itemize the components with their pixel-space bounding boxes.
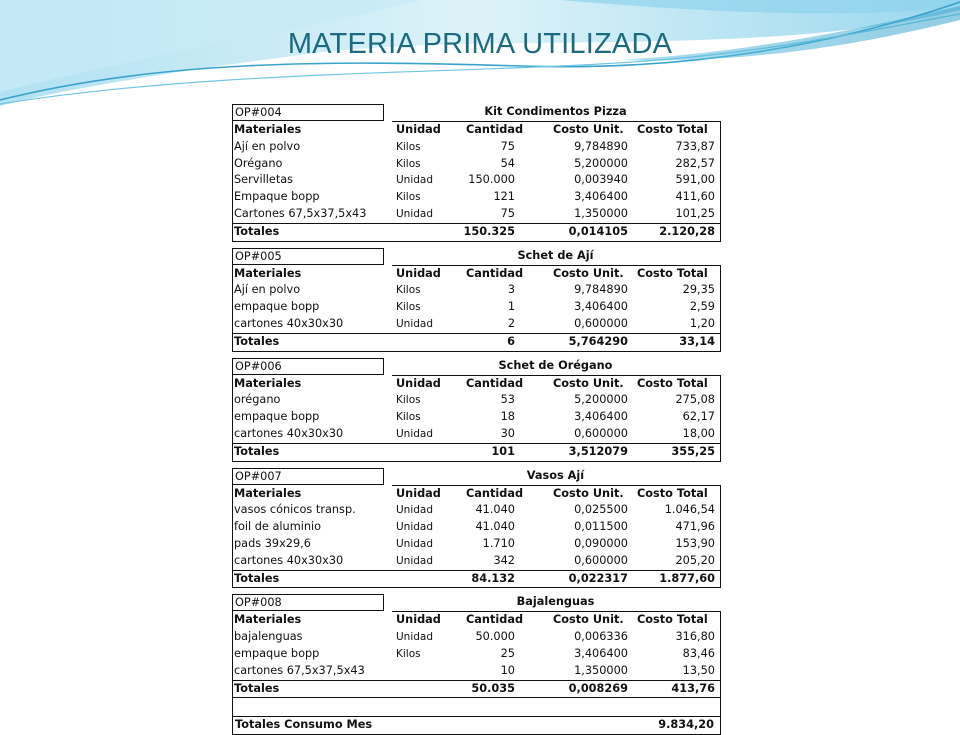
material-quantity: 121 xyxy=(493,190,515,204)
material-total-cost: 282,57 xyxy=(675,156,715,170)
material-unit: Kilos xyxy=(396,394,421,407)
op-header-row xyxy=(232,248,721,266)
col-quantity: Cantidad xyxy=(466,613,524,627)
col-unit-cost: Costo Unit. xyxy=(553,266,624,280)
material-total-cost: 29,35 xyxy=(682,283,715,297)
material-unit: Kilos xyxy=(396,191,421,204)
op-section xyxy=(232,594,721,698)
material-unit: Kilos xyxy=(396,157,421,170)
material-unit-cost: 1,350000 xyxy=(574,206,628,220)
table-row xyxy=(232,409,721,426)
material-quantity: 54 xyxy=(500,156,515,170)
material-unit-cost: 0,600000 xyxy=(574,426,628,440)
col-unit-cost: Costo Unit. xyxy=(553,613,624,627)
material-unit: Kilos xyxy=(396,647,421,660)
material-unit-cost: 3,406400 xyxy=(574,646,628,660)
totals-quantity: 50.035 xyxy=(471,681,515,695)
totals-row xyxy=(232,333,721,352)
material-name: cartones 40x30x30 xyxy=(234,426,344,440)
totals-total-cost: 413,76 xyxy=(671,681,715,695)
material-total-cost: 205,20 xyxy=(675,553,715,567)
material-quantity: 75 xyxy=(500,139,515,153)
material-total-cost: 13,50 xyxy=(682,663,715,677)
material-name: pads 39x29,6 xyxy=(234,536,311,550)
material-unit-cost: 0,600000 xyxy=(574,553,628,567)
col-quantity: Cantidad xyxy=(466,266,524,280)
material-total-cost: 83,46 xyxy=(682,646,715,660)
material-unit: Kilos xyxy=(396,411,421,424)
material-name: cartones 40x30x30 xyxy=(234,316,344,330)
material-quantity: 18 xyxy=(500,410,515,424)
material-name: empaque bopp xyxy=(234,646,320,660)
col-total-cost: Costo Total xyxy=(637,486,708,500)
material-unit-cost: 0,011500 xyxy=(574,520,628,534)
material-unit-cost: 0,600000 xyxy=(574,316,628,330)
totals-total-cost: 2.120,28 xyxy=(659,224,715,238)
material-total-cost: 316,80 xyxy=(675,630,715,644)
table-row xyxy=(232,646,721,663)
col-unit-cost: Costo Unit. xyxy=(553,376,624,390)
col-unit: Unidad xyxy=(396,486,441,500)
table-row xyxy=(232,206,721,223)
table-row xyxy=(232,156,721,173)
table-row xyxy=(232,392,721,409)
material-total-cost: 18,00 xyxy=(682,426,715,440)
material-name: orégano xyxy=(234,393,281,407)
op-section xyxy=(232,104,721,242)
material-quantity: 150.000 xyxy=(468,173,515,187)
totals-quantity: 6 xyxy=(507,334,515,348)
material-unit: Unidad xyxy=(396,537,434,550)
material-quantity: 2 xyxy=(507,316,515,330)
material-name: empaque bopp xyxy=(234,300,320,314)
material-unit-cost: 9,784890 xyxy=(574,139,628,153)
slide-title: MATERIA PRIMA UTILIZADA xyxy=(287,28,673,60)
material-unit: Unidad xyxy=(396,521,434,534)
material-unit: Kilos xyxy=(396,301,421,314)
op-number: OP#008 xyxy=(232,594,384,611)
grand-total-label: Totales Consumo Mes xyxy=(235,718,373,732)
col-materials: Materiales xyxy=(234,613,302,627)
product-name: Schet de Orégano xyxy=(498,358,613,372)
material-quantity: 53 xyxy=(500,393,515,407)
totals-quantity: 101 xyxy=(491,444,515,458)
table-row xyxy=(232,663,721,680)
material-unit: Unidad xyxy=(396,554,434,567)
table-row xyxy=(232,553,721,570)
material-total-cost: 1.046,54 xyxy=(664,503,715,517)
material-total-cost: 591,00 xyxy=(675,173,715,187)
material-unit-cost: 3,406400 xyxy=(574,410,628,424)
material-name: vasos cónicos transp. xyxy=(234,503,356,517)
col-total-cost: Costo Total xyxy=(637,266,708,280)
totals-unit-cost: 0,014105 xyxy=(568,224,628,238)
totals-label: Totales xyxy=(234,571,280,585)
material-name: foil de aluminio xyxy=(234,520,322,534)
col-unit-cost: Costo Unit. xyxy=(553,123,624,136)
material-quantity: 25 xyxy=(500,646,515,660)
product-name: Bajalenguas xyxy=(516,595,595,609)
material-quantity: 41.040 xyxy=(475,503,515,517)
material-name: Empaque bopp xyxy=(234,190,320,204)
material-unit: Unidad xyxy=(396,317,434,330)
col-materials: Materiales xyxy=(234,123,302,136)
op-section xyxy=(232,358,721,462)
product-name: Schet de Ají xyxy=(517,248,594,262)
material-total-cost: 275,08 xyxy=(675,393,715,407)
grand-total-spacer xyxy=(232,698,721,716)
col-total-cost: Costo Total xyxy=(637,613,708,627)
material-quantity: 41.040 xyxy=(475,520,515,534)
material-name: Ají en polvo xyxy=(234,283,301,297)
totals-quantity: 150.325 xyxy=(463,224,515,238)
totals-unit-cost: 5,764290 xyxy=(568,334,628,348)
material-unit: Unidad xyxy=(396,631,434,644)
col-quantity: Cantidad xyxy=(466,486,524,500)
col-unit: Unidad xyxy=(396,123,441,136)
op-number: OP#005 xyxy=(232,248,384,265)
grand-total-value: 9.834,20 xyxy=(658,718,714,732)
op-number: OP#006 xyxy=(232,358,384,375)
product-name: Kit Condimentos Pizza xyxy=(484,105,627,118)
material-unit: Unidad xyxy=(396,504,434,517)
material-name: bajalenguas xyxy=(234,630,303,644)
table-row xyxy=(232,519,721,536)
col-unit-cost: Costo Unit. xyxy=(553,486,624,500)
material-total-cost: 733,87 xyxy=(675,139,715,153)
totals-total-cost: 33,14 xyxy=(679,334,715,348)
table-row xyxy=(232,502,721,519)
material-unit: Kilos xyxy=(396,284,421,297)
material-quantity: 1 xyxy=(507,300,515,314)
totals-row xyxy=(232,570,721,589)
totals-total-cost: 1.877,60 xyxy=(659,571,715,585)
material-name: cartones 40x30x30 xyxy=(234,553,344,567)
material-name: empaque bopp xyxy=(234,410,320,424)
material-quantity: 50.000 xyxy=(475,630,515,644)
material-unit-cost: 0,006336 xyxy=(574,630,628,644)
grand-total-row xyxy=(232,716,721,735)
column-header-row xyxy=(232,612,721,629)
table-row xyxy=(232,189,721,206)
col-materials: Materiales xyxy=(234,266,302,280)
op-number: OP#004 xyxy=(232,104,384,121)
column-header-row xyxy=(232,486,721,503)
totals-label: Totales xyxy=(234,224,280,238)
totals-unit-cost: 3,512079 xyxy=(568,444,628,458)
material-quantity: 3 xyxy=(507,283,515,297)
col-quantity: Cantidad xyxy=(466,123,524,136)
op-header-row xyxy=(232,104,721,122)
totals-unit-cost: 0,022317 xyxy=(568,571,628,585)
material-quantity: 10 xyxy=(500,663,515,677)
totals-unit-cost: 0,008269 xyxy=(568,681,628,695)
material-name: Orégano xyxy=(234,156,283,170)
material-name: cartones 67,5x37,5x43 xyxy=(234,663,365,677)
col-materials: Materiales xyxy=(234,486,302,500)
material-total-cost: 62,17 xyxy=(682,410,715,424)
op-header-row xyxy=(232,594,721,612)
table-row xyxy=(232,172,721,189)
material-total-cost: 411,60 xyxy=(675,190,715,204)
material-total-cost: 2,59 xyxy=(689,300,715,314)
material-unit: Kilos xyxy=(396,140,421,153)
material-name: Servilletas xyxy=(234,173,294,187)
material-unit: Unidad xyxy=(396,174,434,187)
materials-table xyxy=(232,104,721,735)
material-unit-cost: 5,200000 xyxy=(574,156,628,170)
material-quantity: 342 xyxy=(493,553,515,567)
totals-total-cost: 355,25 xyxy=(671,444,715,458)
material-unit-cost: 0,090000 xyxy=(574,536,628,550)
table-row xyxy=(232,139,721,156)
product-name: Vasos Ají xyxy=(526,468,585,482)
table-row xyxy=(232,536,721,553)
totals-label: Totales xyxy=(234,681,280,695)
column-header-row xyxy=(232,122,721,139)
totals-row xyxy=(232,223,721,242)
material-unit: Unidad xyxy=(396,207,434,220)
op-number: OP#007 xyxy=(232,468,384,485)
op-header-row xyxy=(232,358,721,376)
op-section xyxy=(232,248,721,352)
totals-row xyxy=(232,443,721,462)
table-row xyxy=(232,629,721,646)
column-header-row xyxy=(232,376,721,393)
material-total-cost: 1,20 xyxy=(689,316,715,330)
material-total-cost: 471,96 xyxy=(675,520,715,534)
col-total-cost: Costo Total xyxy=(637,376,708,390)
material-unit-cost: 5,200000 xyxy=(574,393,628,407)
material-unit-cost: 0,025500 xyxy=(574,503,628,517)
material-unit-cost: 1,350000 xyxy=(574,663,628,677)
totals-quantity: 84.132 xyxy=(471,571,515,585)
table-row xyxy=(232,282,721,299)
col-quantity: Cantidad xyxy=(466,376,524,390)
op-section xyxy=(232,468,721,589)
material-unit-cost: 3,406400 xyxy=(574,190,628,204)
material-quantity: 30 xyxy=(500,426,515,440)
material-unit-cost: 3,406400 xyxy=(574,300,628,314)
material-quantity: 1.710 xyxy=(482,536,515,550)
col-unit: Unidad xyxy=(396,266,441,280)
material-unit: Unidad xyxy=(396,427,434,440)
col-unit: Unidad xyxy=(396,376,441,390)
totals-label: Totales xyxy=(234,334,280,348)
material-quantity: 75 xyxy=(500,206,515,220)
table-row xyxy=(232,299,721,316)
totals-row xyxy=(232,680,721,699)
table-row xyxy=(232,316,721,333)
table-row xyxy=(232,426,721,443)
op-header-row xyxy=(232,468,721,486)
col-materials: Materiales xyxy=(234,376,302,390)
totals-label: Totales xyxy=(234,444,280,458)
column-header-row xyxy=(232,266,721,283)
material-total-cost: 153,90 xyxy=(675,536,715,550)
col-total-cost: Costo Total xyxy=(637,123,708,136)
material-unit-cost: 0,003940 xyxy=(574,173,628,187)
col-unit: Unidad xyxy=(396,613,441,627)
material-name: Cartones 67,5x37,5x43 xyxy=(234,206,367,220)
material-total-cost: 101,25 xyxy=(675,206,715,220)
material-name: Ají en polvo xyxy=(234,139,301,153)
material-unit-cost: 9,784890 xyxy=(574,283,628,297)
